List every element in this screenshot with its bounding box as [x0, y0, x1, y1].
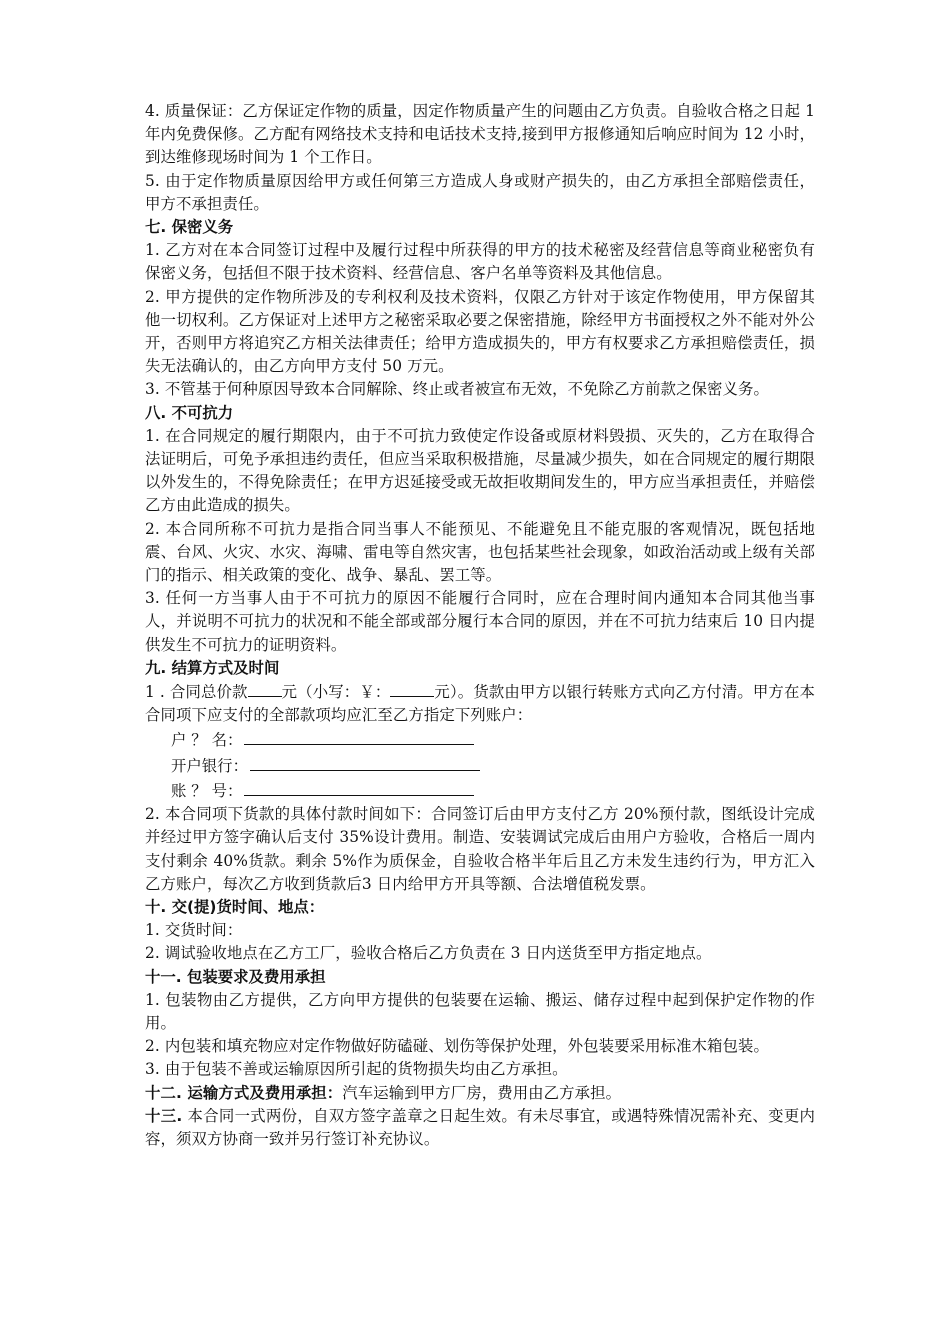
account-name-blank[interactable]: [244, 727, 474, 745]
section-12-text: 汽车运输到甲方厂房，费用由乙方承担。: [342, 1083, 622, 1102]
account-name-row: [145, 727, 815, 752]
total-price-label: 1 . 合同总价款: [145, 683, 248, 702]
section-8-item-2: 2. 本合同所称不可抗力是指合同当事人不能预见、不能避免且不能克服的客观情况，既包括地震、台风、火灾、水灾、海啸、雷电等自然灾害，也包括某些社会现象，如政治活动或上级有关部门的指示、相关政策的变化、战争、暴乱、罢工等。: [145, 519, 815, 585]
section-11-item-1: 1. 包装物由乙方提供，乙方向甲方提供的包装要在运输、搬运、储存过程中起到保护定作物的作用。: [145, 990, 815, 1032]
account-number-blank[interactable]: [244, 778, 474, 796]
section-10-item-2: 2. 调试验收地点在乙方工厂，验收合格后乙方负责在 3 日内送货至甲方指定地点。: [145, 944, 712, 963]
section-13: [145, 1105, 815, 1151]
section-8-item-3: 3. 任何一方当事人由于不可抗力的原因不能履行合同时，应在合理时间内通知本合同其他当事人，并说明不可抗力的状况和不能全部或部分履行本合同的原因，并在不可抗力结束后 10 日内提供发生不可抗力的证明资料。: [145, 589, 815, 654]
quality-liability-clause: 5. 由于定作物质量原因给甲方或任何第三方造成人身或财产损失的，由乙方承担全部赔偿责任，甲方不承担责任。: [145, 171, 815, 213]
section-9-item-2: 2. 本合同项下货款的具体付款时间如下：合同签订后由甲方支付乙方 20%预付款，图纸设计完成并经过甲方签字确认后支付 35%设计费用。制造、安装调试完成后由用户方验收，合格后一周内支付剩余 40%货款。剩余 5%作为质保金，自验收合格半年后且乙方未发生违约行为，甲方汇入乙方账户，每次乙方收到货款后3 日内给甲方开具等额、合法增值税发票。: [145, 805, 815, 893]
amount-small-label: 元（小写：￥：: [281, 683, 391, 702]
section-13-title: 十三.: [145, 1106, 183, 1125]
total-price-blank[interactable]: [248, 680, 282, 697]
section-13-text: 本合同一式两份，自双方签字盖章之日起生效。有未尽事宜，或遇特殊情况需补充、变更内容，须双方协商一致并另行签订补充协议。: [145, 1106, 815, 1148]
section-9-item-1: [145, 680, 815, 727]
amount-small-blank[interactable]: [390, 680, 434, 697]
section-11-item-3: 3. 由于包装不善或运输原因所引起的货物损失均由乙方承担。: [145, 1060, 568, 1079]
section-8-item-1: 1. 在合同规定的履行期限内，由于不可抗力致使定作设备或原材料毁损、灭失的，乙方在取得合法证明后，可免予承担违约责任，但应当采取积极措施，尽量减少损失，如在合同规定的履行期限以外发生的，不得免除责任；在甲方迟延接受或无故拒收期间发生的，甲方应当承担责任，并赔偿乙方由此造成的损失。: [145, 426, 815, 515]
account-number-label: 账 ？ 号：: [171, 781, 243, 800]
bank-row: [145, 753, 815, 778]
bank-label: 开户银行：: [171, 756, 248, 775]
section-11-item-2: 2. 内包装和填充物应对定作物做好防磕碰、划伤等保护处理，外包装要采用标准木箱包装。: [145, 1037, 770, 1056]
account-number-row: [145, 778, 815, 803]
section-10-title: 十. 交(提)货时间、地点：: [145, 897, 325, 916]
contract-content: [145, 100, 815, 1151]
section-7-item-1: 1. 乙方对在本合同签订过程中及履行过程中所获得的甲方的技术秘密及经营信息等商业秘密负有保密义务，包括但不限于技术资料、经营信息、客户名单等资料及其他信息。: [145, 241, 815, 283]
section-9-title: 九. 结算方式及时间: [145, 658, 280, 677]
section-12-title: 十二. 运输方式及费用承担：: [145, 1083, 343, 1102]
payment-method-text: 元）。货款由甲方以银行转账方式向乙方付清。甲方在本合同项下应支付的全部款项均应汇至乙方指定下列账户：: [145, 683, 815, 725]
quality-warranty-clause: 4. 质量保证：乙方保证定作物的质量，因定作物质量产生的问题由乙方负责。自验收合格之日起 1 年内免费保修。乙方配有网络技术支持和电话技术支持,接到甲方报修通知后响应时间为 12 小时，到达维修现场时间为 1 个工作日。: [145, 102, 815, 167]
section-11-title: 十一. 包装要求及费用承担: [145, 967, 326, 986]
account-name-label: 户 ？ 名：: [171, 731, 243, 750]
section-7-item-2: 2. 甲方提供的定作物所涉及的专利权利及技术资料，仅限乙方针对于该定作物使用，甲方保留其他一切权利。乙方保证对上述甲方之秘密采取必要之保密措施，除经甲方书面授权之外不能对外公开，否则甲方将追究乙方相关法律责任；给甲方造成损失的，甲方有权要求乙方承担赔偿责任，损失无法确认的，由乙方向甲方支付 50 万元。: [145, 287, 815, 376]
section-8-title: 八. 不可抗力: [145, 403, 234, 422]
section-12: [145, 1082, 815, 1105]
section-7-title: 七. 保密义务: [145, 218, 234, 237]
bank-blank[interactable]: [250, 753, 480, 771]
section-10-item-1: 1. 交货时间：: [145, 921, 243, 940]
section-7-item-3: 3. 不管基于何种原因导致本合同解除、终止或者被宣布无效，不免除乙方前款之保密义务。: [145, 380, 770, 399]
